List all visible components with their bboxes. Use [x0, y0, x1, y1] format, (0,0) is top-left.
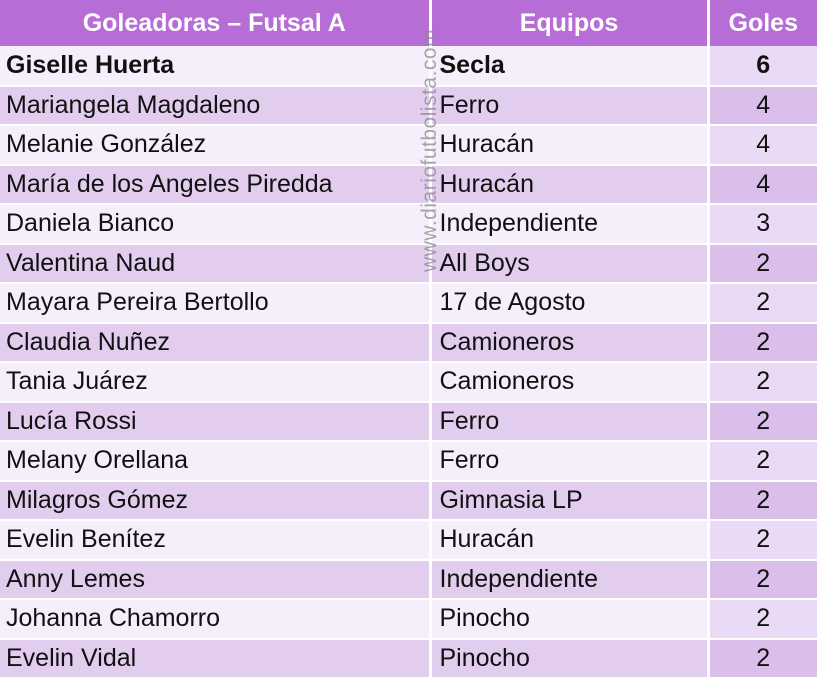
cell-goals: 2: [708, 639, 817, 679]
cell-team: Camioneros: [430, 362, 708, 402]
table-row: [0, 639, 817, 679]
cell-player: Evelin Vidal: [0, 639, 430, 679]
cell-goals: 2: [708, 283, 817, 323]
cell-player: Johanna Chamorro: [0, 599, 430, 639]
table-row: [0, 204, 817, 244]
table-row: [0, 283, 817, 323]
header-row: [0, 0, 817, 46]
table-row: [0, 402, 817, 442]
cell-player: Valentina Naud: [0, 244, 430, 284]
cell-goals: 2: [708, 362, 817, 402]
table-row: [0, 46, 817, 86]
cell-goals: 4: [708, 125, 817, 165]
table-row: [0, 520, 817, 560]
cell-goals: 2: [708, 323, 817, 363]
table-row: [0, 441, 817, 481]
cell-goals: 2: [708, 481, 817, 521]
table-row: [0, 165, 817, 205]
table-row: [0, 244, 817, 284]
cell-goals: 4: [708, 165, 817, 205]
table-body: [0, 46, 817, 678]
cell-team: Gimnasia LP: [430, 481, 708, 521]
cell-team: Secla: [430, 46, 708, 86]
cell-goals: 2: [708, 244, 817, 284]
cell-team: Huracán: [430, 520, 708, 560]
cell-team: Independiente: [430, 560, 708, 600]
column-header-player: Goleadoras – Futsal A: [0, 0, 430, 46]
column-header-team: Equipos: [430, 0, 708, 46]
cell-player: Daniela Bianco: [0, 204, 430, 244]
table-header: [0, 0, 817, 46]
cell-team: Ferro: [430, 441, 708, 481]
table-row: [0, 599, 817, 639]
watermark-text: www.diariofutbolista.com: [418, 28, 441, 272]
cell-player: Giselle Huerta: [0, 46, 430, 86]
cell-team: All Boys: [430, 244, 708, 284]
cell-goals: 2: [708, 520, 817, 560]
table-row: [0, 481, 817, 521]
cell-team: Pinocho: [430, 599, 708, 639]
cell-goals: 2: [708, 599, 817, 639]
cell-player: Anny Lemes: [0, 560, 430, 600]
cell-player: Melany Orellana: [0, 441, 430, 481]
cell-goals: 2: [708, 402, 817, 442]
column-header-goals: Goles: [708, 0, 817, 46]
cell-team: Independiente: [430, 204, 708, 244]
cell-goals: 6: [708, 46, 817, 86]
cell-player: Milagros Gómez: [0, 481, 430, 521]
cell-goals: 3: [708, 204, 817, 244]
table-row: [0, 86, 817, 126]
cell-player: Evelin Benítez: [0, 520, 430, 560]
table-row: [0, 125, 817, 165]
cell-team: Huracán: [430, 165, 708, 205]
cell-team: Pinocho: [430, 639, 708, 679]
cell-player: Tania Juárez: [0, 362, 430, 402]
cell-team: Camioneros: [430, 323, 708, 363]
cell-goals: 4: [708, 86, 817, 126]
cell-player: Claudia Nuñez: [0, 323, 430, 363]
cell-team: Ferro: [430, 86, 708, 126]
cell-player: Mariangela Magdaleno: [0, 86, 430, 126]
cell-player: María de los Angeles Piredda: [0, 165, 430, 205]
cell-team: Ferro: [430, 402, 708, 442]
cell-team: Huracán: [430, 125, 708, 165]
table-row: [0, 362, 817, 402]
table-row: [0, 560, 817, 600]
cell-team: 17 de Agosto: [430, 283, 708, 323]
cell-goals: 2: [708, 441, 817, 481]
cell-goals: 2: [708, 560, 817, 600]
cell-player: Mayara Pereira Bertollo: [0, 283, 430, 323]
cell-player: Melanie González: [0, 125, 430, 165]
table-row: [0, 323, 817, 363]
cell-player: Lucía Rossi: [0, 402, 430, 442]
